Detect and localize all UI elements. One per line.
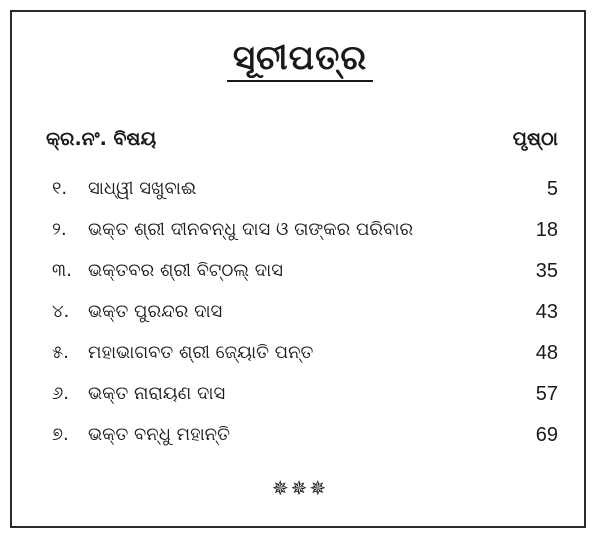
contents-row <box>52 301 558 342</box>
entry-title: ଭକ୍ତ ପୁରନ୍ଦର ଦାସ <box>88 301 223 322</box>
contents-heading: ସୂଚୀପତ୍ର <box>227 38 373 82</box>
contents-row <box>52 219 558 260</box>
entry-page: 69 <box>535 424 558 446</box>
contents-row <box>52 178 558 219</box>
entry-title: ଭକ୍ତ ବନ୍ଧୁ ମହାନ୍ତି <box>88 424 230 445</box>
entry-number: ୩. <box>52 260 72 281</box>
page-title <box>0 38 600 78</box>
contents-row <box>52 424 558 465</box>
entry-page: 57 <box>535 383 558 405</box>
entry-number: ୭. <box>52 424 69 445</box>
contents-row <box>52 383 558 424</box>
entry-page: 5 <box>546 178 558 200</box>
entry-page: 35 <box>535 260 558 282</box>
entry-number: ୬. <box>52 383 70 404</box>
entry-number: ୧. <box>52 178 68 199</box>
entry-title: ସାଧ୍ୱୀ ସଖୁବାଈ <box>88 178 197 199</box>
contents-row <box>52 342 558 383</box>
entry-number: ୨. <box>52 219 67 240</box>
serial-subject-header: କ୍ର.ନଂ. ବିଷୟ <box>46 128 157 150</box>
entry-title: ଭକ୍ତ ନାରାୟଣ ଦାସ <box>88 383 226 404</box>
column-header <box>46 128 558 154</box>
entry-number: ୫. <box>52 342 69 363</box>
entry-page: 18 <box>535 219 558 241</box>
contents-row <box>52 260 558 301</box>
entry-number: ୪. <box>52 301 70 322</box>
entry-page: 48 <box>535 342 558 364</box>
entry-title: ଭକ୍ତ ଶ୍ରୀ ଦୀନବନ୍ଧୁ ଦାସ ଓ ତାଙ୍କର ପରିବାର <box>88 219 414 240</box>
contents-list <box>52 178 558 465</box>
page-header: ପୃଷ୍ଠା <box>512 128 558 150</box>
entry-title: ଭକ୍ତବର ଶ୍ରୀ ବିଟ୍‌ଠଲ୍ ଦାସ <box>88 260 283 281</box>
entry-page: 43 <box>535 301 558 323</box>
ornament-stars-icon: ✵✵✵ <box>271 476 329 500</box>
entry-title: ମହାଭାଗବତ ଶ୍ରୀ ଜ୍ୟୋତି ପନ୍ତ <box>88 342 314 363</box>
